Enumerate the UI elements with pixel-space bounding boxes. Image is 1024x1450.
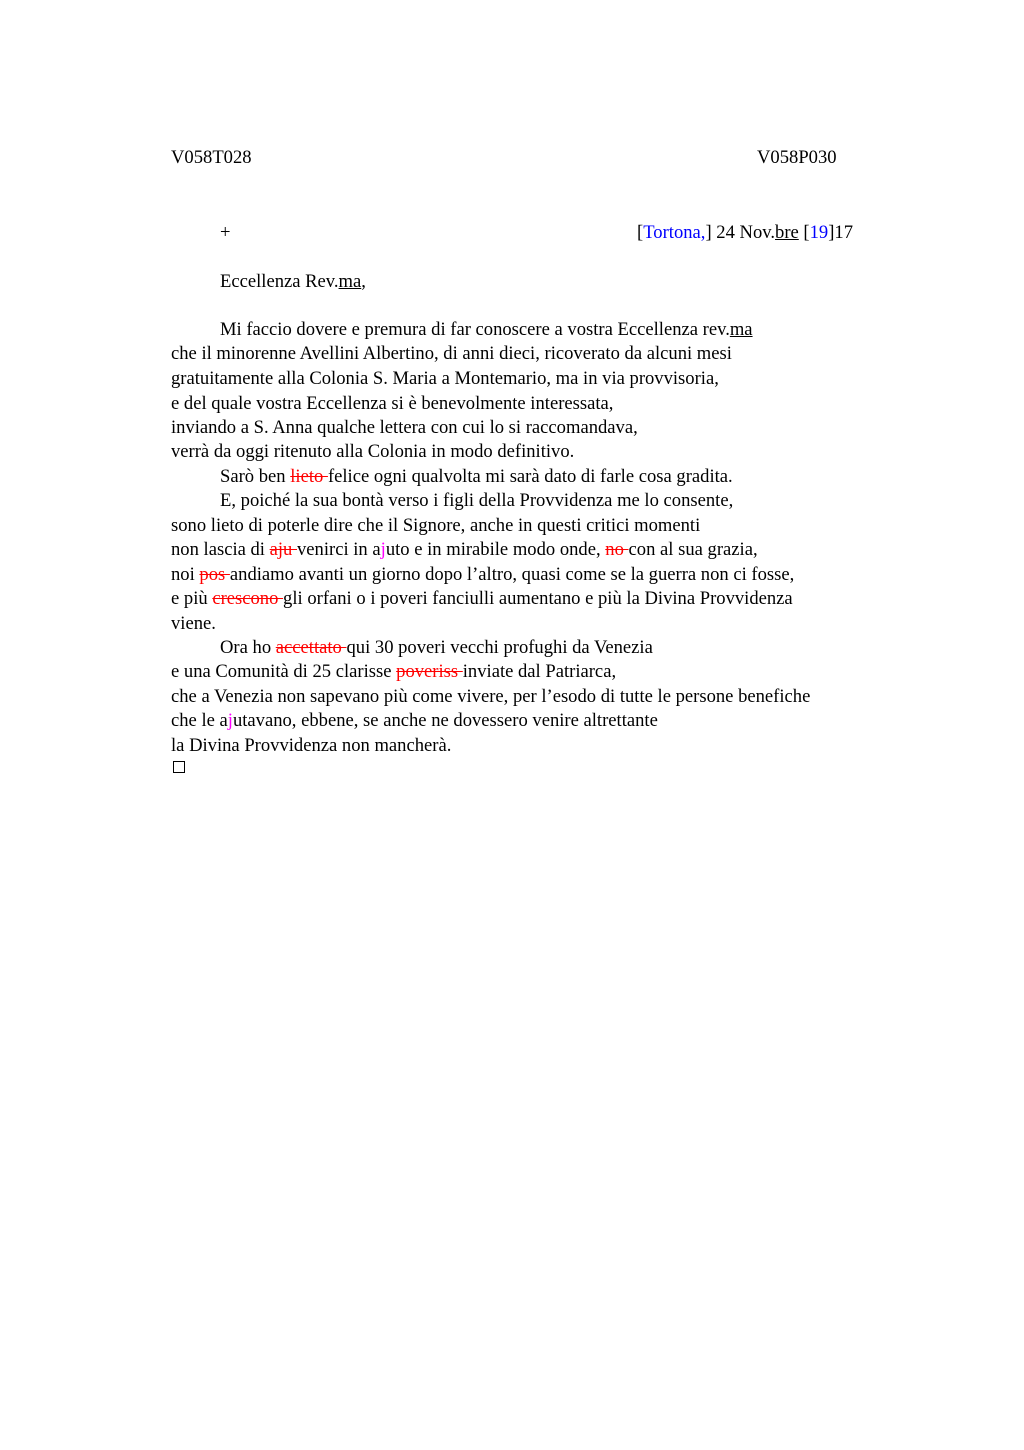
body-line-16: che a Venezia non sapevano più come vivere, per l’esodo di tutte le persone benefiche — [171, 686, 811, 707]
body-line-8: E, poiché la sua bontà verso i figli della Provvidenza me lo consente, — [220, 490, 734, 511]
salutation-suffix: ma — [338, 271, 362, 292]
body-line-10 — [171, 539, 758, 561]
line-text: felice ogni qualvolta mi sarà dato di farle cosa gradita. — [327, 466, 733, 487]
body-line-13: viene. — [171, 613, 216, 634]
place-name: Tortona, — [643, 222, 706, 243]
body-line-17 — [171, 710, 658, 732]
year-bracket-open: [ — [798, 222, 810, 243]
cross-mark: + — [220, 222, 231, 243]
date-day-month: 24 Nov. — [711, 222, 776, 243]
document-code-right: V058P030 — [757, 147, 837, 168]
body-line-5: inviando a S. Anna qualche lettera con cui lo si raccomandava, — [171, 417, 638, 438]
line-text: andiamo avanti un giorno dopo l’altro, quasi come se la guerra non ci fosse, — [229, 564, 795, 585]
deleted-word: aju — [269, 539, 297, 560]
bracket-open: [ — [637, 222, 644, 243]
deleted-word: lieto — [290, 466, 328, 487]
body-line-7 — [220, 466, 733, 488]
body-line-3: gratuitamente alla Colonia S. Maria a Montemario, ma in via provvisoria, — [171, 368, 719, 389]
abbreviation-suffix: ma — [729, 319, 753, 340]
line-text: e una Comunità di 25 clarisse — [171, 661, 397, 682]
body-line-1 — [220, 319, 753, 341]
year-end: ]17 — [828, 222, 853, 243]
line-text: con al sua grazia, — [628, 539, 758, 560]
salutation-text: Eccellenza Rev. — [220, 271, 339, 292]
line-text: non lascia di — [171, 539, 270, 560]
line-text: utavano, ebbene, se anche ne dovessero venire altrettante — [232, 710, 658, 731]
year-century: 19 — [809, 222, 829, 243]
deleted-word: poveriss — [396, 661, 463, 682]
bracket-close: ] — [705, 222, 712, 243]
dateline — [637, 222, 853, 244]
salutation-comma: , — [361, 271, 366, 292]
line-text: noi — [171, 564, 200, 585]
month-suffix: bre — [775, 222, 799, 243]
deleted-word: crescono — [212, 588, 284, 609]
body-line-18: la Divina Provvidenza non mancherà. — [171, 735, 452, 756]
letter-j: j — [227, 710, 233, 731]
body-line-15 — [171, 661, 616, 683]
line-text: Sarò ben — [220, 466, 291, 487]
line-text: inviate dal Patriarca, — [462, 661, 617, 682]
deleted-word: accettato — [275, 637, 347, 658]
line-text: e più — [171, 588, 213, 609]
line-text: Mi faccio dovere e premura di far conoscere a vostra Eccellenza rev. — [220, 319, 730, 340]
deleted-word: no — [605, 539, 629, 560]
body-line-4: e del quale vostra Eccellenza si è benevolmente interessata, — [171, 393, 614, 414]
line-text: che le a — [171, 710, 228, 731]
deleted-word: pos — [199, 564, 230, 585]
letter-j: j — [380, 539, 386, 560]
line-text: Ora ho — [220, 637, 276, 658]
line-text: uto e in mirabile modo onde, — [385, 539, 606, 560]
body-line-9: sono lieto di poterle dire che il Signore, anche in questi critici momenti — [171, 515, 701, 536]
body-line-6: verrà da oggi ritenuto alla Colonia in modo definitivo. — [171, 441, 575, 462]
end-marker-square-icon — [173, 761, 185, 773]
body-line-11 — [171, 564, 794, 586]
salutation — [220, 271, 366, 293]
document-code-left: V058T028 — [171, 147, 252, 168]
body-line-2: che il minorenne Avellini Albertino, di anni dieci, ricoverato da alcuni mesi — [171, 343, 732, 364]
line-text: gli orfani o i poveri fanciulli aumentano e più la Divina Provvidenza — [283, 588, 793, 609]
line-text: venirci in a — [297, 539, 381, 560]
line-text: qui 30 poveri vecchi profughi da Venezia — [346, 637, 653, 658]
body-line-12 — [171, 588, 793, 610]
body-line-14 — [220, 637, 653, 659]
